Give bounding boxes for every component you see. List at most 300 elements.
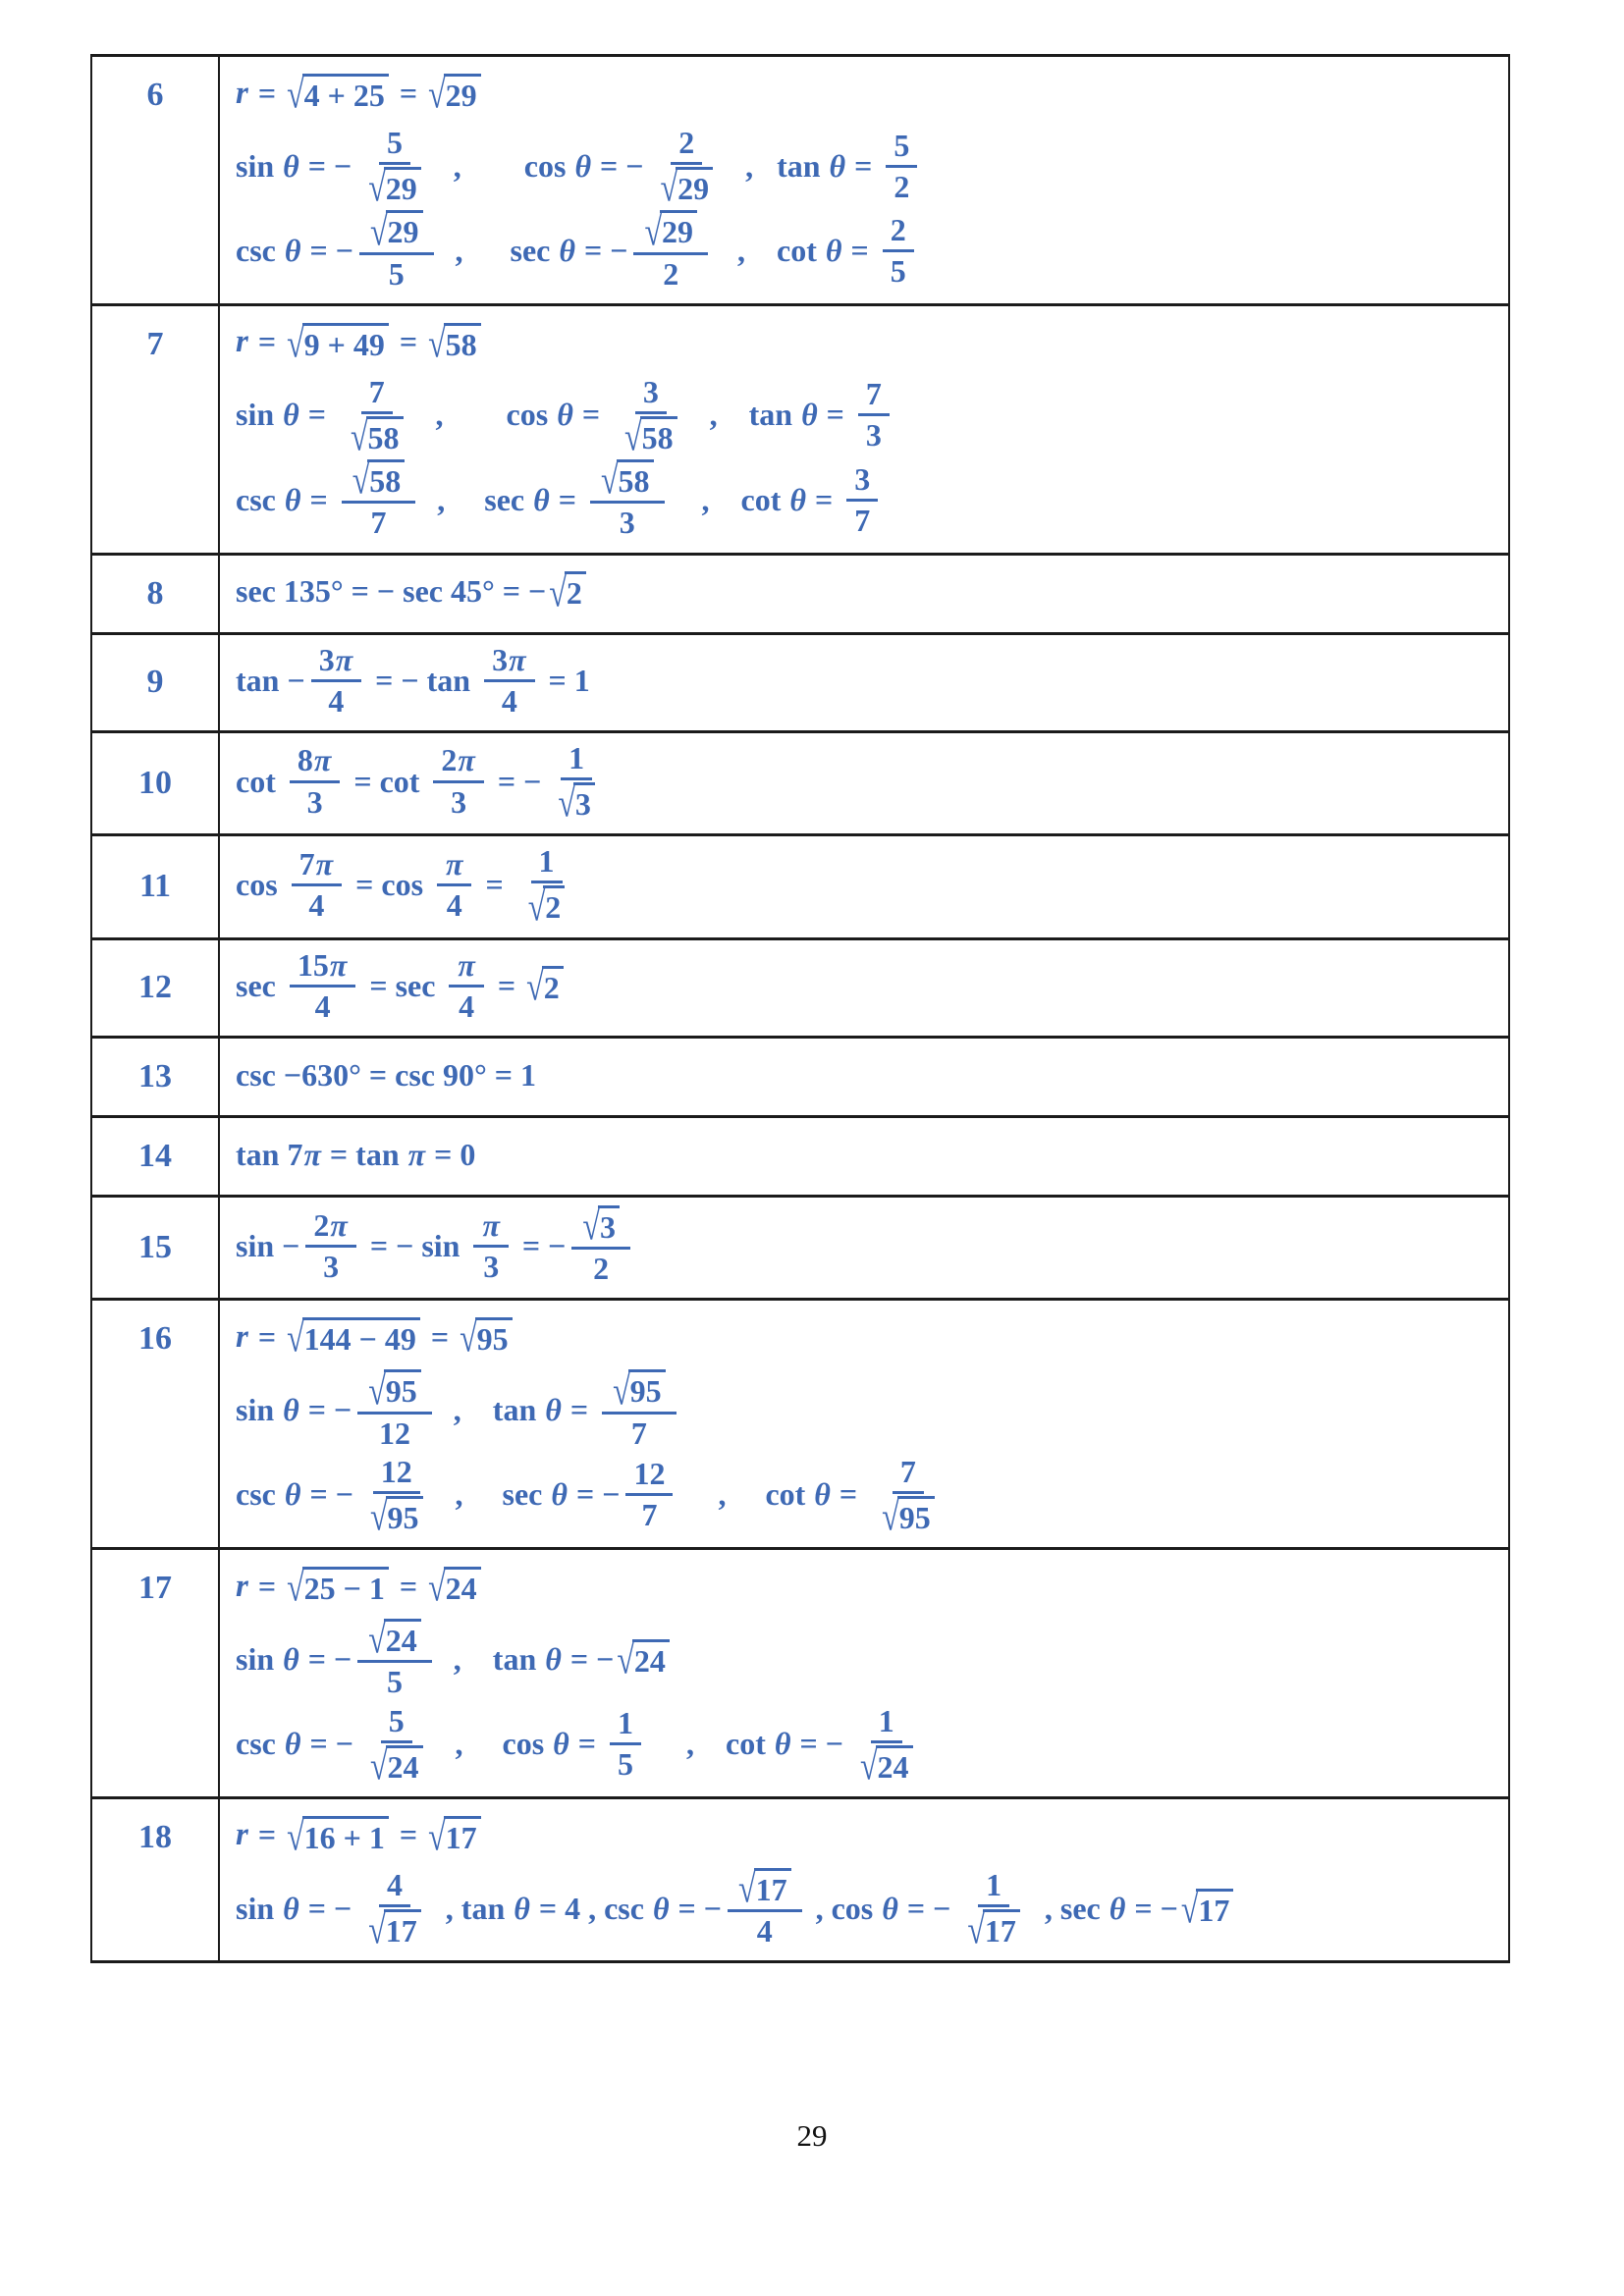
radical-icon: √ — [352, 456, 370, 503]
math-text: 2 — [893, 168, 910, 204]
variable: θ — [814, 1476, 831, 1513]
math-text: = — [485, 866, 504, 902]
radical-icon: √ — [1180, 1886, 1199, 1932]
table-row — [91, 1197, 1509, 1300]
fraction — [858, 377, 890, 453]
square-root — [582, 1202, 620, 1249]
denominator — [650, 164, 725, 211]
math-text: cot — [236, 763, 276, 799]
radicand: 24 — [384, 1619, 421, 1658]
math-text: 3 — [854, 460, 871, 497]
math-text: , cot θ = − — [686, 1726, 843, 1762]
math-text: 2 — [678, 125, 695, 160]
math-text: , sec θ = − — [455, 1476, 621, 1513]
radicand: 144 − 49 — [302, 1317, 420, 1357]
fraction — [290, 948, 355, 1024]
square-root — [549, 569, 586, 615]
math-text: = sec — [369, 967, 436, 1003]
denominator — [359, 1493, 434, 1539]
fraction — [433, 743, 483, 819]
math-text: 12 — [633, 1456, 666, 1492]
numerator — [728, 1865, 802, 1912]
fraction — [633, 210, 708, 291]
numerator — [978, 1868, 1009, 1907]
math-line — [236, 563, 1498, 620]
math-text: = 1 — [548, 662, 590, 698]
radical-icon: √ — [368, 1616, 386, 1662]
square-root — [617, 1636, 670, 1683]
square-root — [558, 779, 595, 826]
fraction — [357, 125, 432, 211]
numerator — [437, 847, 471, 886]
numerator — [357, 1369, 432, 1414]
fraction — [449, 948, 483, 1024]
radicand: 29 — [384, 167, 421, 206]
radical-icon: √ — [428, 1564, 446, 1610]
problem-number-cell — [91, 1117, 219, 1197]
radical-icon: √ — [287, 1813, 304, 1859]
math-text — [481, 1208, 500, 1243]
denominator — [633, 1496, 665, 1532]
math-text: 7 — [370, 505, 387, 541]
problem-number: 7 — [146, 325, 164, 362]
math-line — [236, 1202, 1498, 1287]
answer-cell — [219, 554, 1509, 633]
math-text: 5 — [387, 125, 403, 160]
radicand: 95 — [628, 1369, 666, 1409]
square-root — [428, 320, 481, 366]
numerator — [292, 847, 342, 886]
math-text: 1 — [568, 739, 585, 775]
math-text: 2 — [663, 255, 679, 292]
denominator — [883, 252, 914, 289]
radicand: 2 — [542, 966, 564, 1005]
numerator — [311, 643, 361, 682]
numerator — [635, 375, 667, 414]
math-line — [236, 1558, 1498, 1615]
fraction — [886, 129, 917, 204]
denominator — [340, 413, 414, 459]
square-root — [369, 1742, 423, 1789]
table-row — [91, 1300, 1509, 1549]
numerator — [342, 456, 416, 504]
denominator — [849, 1742, 924, 1789]
numerator — [357, 1616, 432, 1663]
radical-icon: √ — [368, 1367, 386, 1414]
radical-icon: √ — [624, 413, 642, 459]
problem-number: 9 — [146, 664, 164, 700]
problem-number: 18 — [138, 1818, 172, 1855]
denominator — [610, 1745, 641, 1782]
variable: r — [236, 1817, 248, 1853]
fraction — [357, 1616, 432, 1700]
math-line — [236, 210, 1498, 291]
math-text: sin θ = — [236, 397, 326, 433]
fraction — [357, 1369, 432, 1450]
math-text: , sec θ = — [437, 481, 576, 517]
fraction — [547, 739, 606, 826]
math-text: csc −630° = csc 90° = 1 — [236, 1056, 537, 1093]
answer-cell — [219, 1197, 1509, 1300]
numerator — [305, 1208, 355, 1248]
math-text: 4 — [328, 682, 345, 719]
fraction — [571, 1202, 630, 1287]
answer-cell — [219, 56, 1509, 305]
numerator — [531, 844, 563, 883]
math-text: csc θ = — [236, 481, 328, 517]
math-text: = − — [521, 1227, 567, 1263]
math-text: sin θ = − — [236, 1890, 352, 1926]
answer-cell — [219, 633, 1509, 731]
radicand: 58 — [367, 459, 405, 499]
radicand: 17 — [754, 1868, 791, 1907]
fraction — [610, 1706, 641, 1782]
denominator — [320, 682, 352, 719]
math-text: 2 — [890, 211, 906, 247]
square-root — [460, 1315, 513, 1362]
math-text: , cos θ = − — [815, 1890, 951, 1926]
variable: θ — [559, 233, 575, 269]
fraction — [602, 1369, 677, 1450]
radical-icon: √ — [287, 320, 304, 366]
math-text: 1 — [878, 1702, 894, 1738]
math-text: 5 — [388, 1702, 405, 1738]
math-line — [236, 1046, 1498, 1103]
numerator — [571, 1202, 630, 1250]
math-text: , tan θ = − — [453, 1640, 615, 1677]
table-row — [91, 633, 1509, 731]
radicand: 24 — [876, 1745, 913, 1785]
square-root — [660, 164, 714, 211]
math-text: , cot θ = — [718, 1476, 858, 1513]
fraction — [305, 1208, 355, 1284]
math-text: 4 — [756, 1913, 773, 1949]
math-text: sin θ = − — [236, 1392, 352, 1428]
radicand: 17 — [384, 1909, 421, 1949]
denominator — [379, 1663, 410, 1699]
denominator — [886, 168, 917, 204]
variable: π — [313, 742, 332, 778]
problem-number-cell — [91, 1197, 219, 1300]
radical-icon: √ — [369, 1742, 388, 1789]
math-text: = − sin — [369, 1227, 460, 1263]
math-text: , tan θ = — [453, 1392, 589, 1428]
variable: θ — [551, 1476, 568, 1513]
table-row — [91, 1038, 1509, 1117]
square-root — [368, 164, 421, 211]
math-text: 7 — [899, 1453, 916, 1489]
radicand: 29 — [660, 210, 697, 249]
numerator — [290, 743, 340, 782]
math-text: , sec θ = − — [455, 233, 628, 269]
square-root — [526, 963, 564, 1010]
variable: π — [407, 1136, 426, 1172]
math-line — [236, 1807, 1498, 1864]
math-text: 8π — [297, 742, 332, 778]
variable: π — [303, 1136, 321, 1172]
square-root — [1180, 1886, 1234, 1932]
math-text: = — [399, 75, 418, 111]
math-line — [236, 1453, 1498, 1539]
variable: r — [236, 1568, 248, 1604]
math-text: 1 — [538, 843, 555, 880]
table-row — [91, 56, 1509, 305]
radical-icon: √ — [882, 1493, 899, 1539]
math-text: , cot θ = — [701, 481, 834, 517]
radical-icon: √ — [428, 71, 446, 117]
math-text: , tan θ = 4 , csc θ = − — [445, 1890, 723, 1926]
fraction — [311, 643, 361, 719]
numerator — [290, 948, 355, 988]
variable: θ — [557, 397, 573, 433]
radical-icon: √ — [644, 208, 662, 254]
math-text: 5 — [387, 1664, 403, 1700]
denominator — [585, 1250, 617, 1286]
fraction — [956, 1866, 1031, 1952]
variable: θ — [825, 233, 842, 269]
square-root — [859, 1742, 913, 1789]
radicand: 4 + 25 — [302, 74, 389, 113]
math-text: = cos — [355, 866, 424, 902]
answer-cell — [219, 835, 1509, 938]
math-text — [445, 847, 463, 881]
denominator — [858, 416, 890, 453]
radical-icon: √ — [369, 208, 388, 254]
math-text: 7 — [368, 373, 385, 409]
radicand: 95 — [475, 1317, 513, 1357]
fraction — [728, 1865, 802, 1949]
math-line — [236, 1369, 1498, 1450]
square-root — [368, 1906, 421, 1952]
numerator — [602, 1369, 677, 1414]
radical-icon: √ — [287, 1315, 304, 1362]
variable: r — [236, 324, 248, 360]
radicand: 9 + 49 — [302, 323, 389, 362]
fraction — [650, 125, 725, 211]
variable: θ — [1109, 1890, 1126, 1926]
square-root — [368, 1616, 421, 1662]
numerator — [433, 743, 483, 782]
denominator — [443, 783, 474, 820]
math-text: 12 — [380, 1453, 412, 1489]
square-root — [287, 1315, 420, 1362]
radicand: 24 — [444, 1567, 481, 1606]
radicand: 2 — [543, 885, 565, 925]
answer-cell — [219, 1300, 1509, 1549]
denominator — [517, 883, 576, 930]
numerator — [449, 948, 483, 988]
math-line — [236, 1126, 1498, 1183]
denominator — [547, 779, 606, 826]
math-text: 3 — [483, 1248, 500, 1284]
radical-icon: √ — [287, 1564, 304, 1610]
denominator — [357, 1906, 432, 1952]
denominator — [494, 682, 525, 719]
numerator — [373, 1455, 420, 1494]
radical-icon: √ — [428, 320, 446, 366]
radicand: 58 — [640, 416, 677, 455]
answers-table — [90, 54, 1510, 1963]
numerator — [359, 210, 434, 254]
variable: θ — [882, 1890, 898, 1926]
problem-number: 17 — [138, 1570, 172, 1607]
math-text: = — [257, 324, 277, 360]
denominator — [749, 1912, 781, 1949]
numerator — [871, 1704, 902, 1743]
fraction — [292, 847, 342, 923]
denominator — [315, 1248, 347, 1284]
math-text: = — [497, 967, 516, 1003]
fraction — [359, 1453, 434, 1539]
denominator — [612, 504, 643, 540]
square-root — [738, 1865, 791, 1911]
radical-icon: √ — [527, 883, 546, 930]
math-text: 1 — [986, 1866, 1002, 1902]
radicand: 3 — [598, 1205, 620, 1245]
fraction — [849, 1702, 924, 1789]
variable: θ — [801, 397, 818, 433]
numerator — [361, 375, 393, 414]
problem-number-cell — [91, 56, 219, 305]
numerator — [379, 1868, 410, 1907]
radicand: 29 — [386, 210, 423, 249]
answer-cell — [219, 1549, 1509, 1798]
math-text: 4 — [501, 682, 517, 719]
square-root — [882, 1493, 935, 1539]
radicand: 95 — [897, 1496, 935, 1535]
math-text: 5 — [893, 127, 910, 163]
problem-number: 14 — [138, 1138, 172, 1174]
numerator — [610, 1706, 641, 1745]
denominator — [846, 502, 878, 538]
radical-icon: √ — [460, 1315, 477, 1362]
variable: θ — [514, 1890, 530, 1926]
problem-number-cell — [91, 938, 219, 1037]
math-line — [236, 643, 1498, 719]
math-text: = — [430, 1318, 450, 1355]
denominator — [300, 886, 332, 923]
math-text: , cot θ = — [737, 233, 869, 269]
math-text: = — [257, 1568, 277, 1604]
math-line — [236, 1308, 1498, 1365]
math-text: 4 — [314, 988, 331, 1024]
radicand: 58 — [444, 323, 481, 362]
table-row — [91, 835, 1509, 938]
radicand: 95 — [386, 1496, 423, 1535]
fraction — [342, 456, 416, 541]
math-text: 7 — [641, 1497, 658, 1533]
denominator — [475, 1248, 507, 1284]
square-root — [369, 1493, 423, 1539]
answer-cell — [219, 1038, 1509, 1117]
radicand: 29 — [676, 167, 713, 206]
variable: θ — [533, 481, 550, 517]
variable: θ — [283, 147, 299, 184]
variable: θ — [789, 481, 806, 517]
problem-number-cell — [91, 1038, 219, 1117]
math-text: , cos θ = − — [453, 147, 644, 184]
math-line — [236, 125, 1498, 211]
math-line — [236, 65, 1498, 122]
variable: π — [446, 845, 463, 881]
radicand: 17 — [1196, 1889, 1233, 1928]
problem-number-cell — [91, 554, 219, 633]
numerator — [846, 462, 878, 502]
numerator — [381, 1704, 412, 1743]
fraction — [473, 1208, 508, 1284]
numerator — [625, 1457, 673, 1496]
numerator — [858, 377, 890, 416]
problem-number-cell — [91, 731, 219, 834]
fraction — [340, 373, 414, 459]
math-text: , cos θ = — [435, 397, 601, 433]
denominator — [439, 886, 470, 923]
variable: π — [330, 1206, 348, 1243]
square-root — [287, 1564, 389, 1610]
math-text: 2π — [313, 1206, 348, 1243]
math-text: tan 7π = tan π = 0 — [236, 1136, 476, 1172]
math-text: sec — [236, 967, 276, 1003]
math-text: 5 — [618, 1746, 633, 1783]
math-text: csc θ = − — [236, 233, 353, 269]
square-root — [527, 883, 566, 930]
radical-icon: √ — [368, 1906, 386, 1952]
math-line — [236, 1865, 1498, 1952]
problem-number: 10 — [138, 764, 172, 801]
math-line — [236, 1616, 1498, 1700]
math-text: sin θ = − — [236, 147, 352, 184]
math-text: 4 — [459, 988, 475, 1024]
numerator — [379, 126, 410, 165]
math-text: = − — [497, 763, 542, 799]
radical-icon: √ — [526, 963, 544, 1010]
variable: θ — [774, 1726, 791, 1762]
math-text: 3π — [492, 641, 526, 677]
radicand: 58 — [617, 459, 654, 499]
radical-icon: √ — [660, 164, 678, 211]
variable: θ — [545, 1392, 562, 1428]
answer-cell — [219, 1797, 1509, 1961]
square-root — [644, 208, 697, 254]
variable: θ — [574, 147, 592, 184]
variable: π — [509, 641, 526, 677]
problem-number-cell — [91, 1797, 219, 1961]
radicand: 16 + 1 — [302, 1816, 389, 1855]
fraction — [517, 843, 576, 930]
denominator — [956, 1906, 1031, 1952]
variable: r — [236, 1318, 248, 1355]
answer-cell — [219, 731, 1509, 834]
variable: θ — [283, 1392, 299, 1428]
variable: θ — [829, 147, 846, 184]
numerator — [883, 213, 914, 252]
radical-icon: √ — [967, 1906, 985, 1952]
variable: θ — [283, 1640, 299, 1677]
math-text: csc θ = − — [236, 1476, 353, 1513]
math-text: , tan θ = — [709, 397, 844, 433]
square-root — [600, 456, 654, 503]
fraction — [590, 456, 665, 541]
math-text: 7 — [854, 502, 871, 538]
radical-icon: √ — [549, 569, 567, 615]
math-text: , tan θ = — [745, 147, 873, 184]
variable: π — [458, 946, 475, 983]
problem-number: 13 — [138, 1058, 172, 1095]
math-text: 15π — [297, 946, 348, 983]
numerator — [473, 1208, 508, 1248]
square-root — [428, 1813, 481, 1859]
variable: θ — [553, 1726, 569, 1762]
